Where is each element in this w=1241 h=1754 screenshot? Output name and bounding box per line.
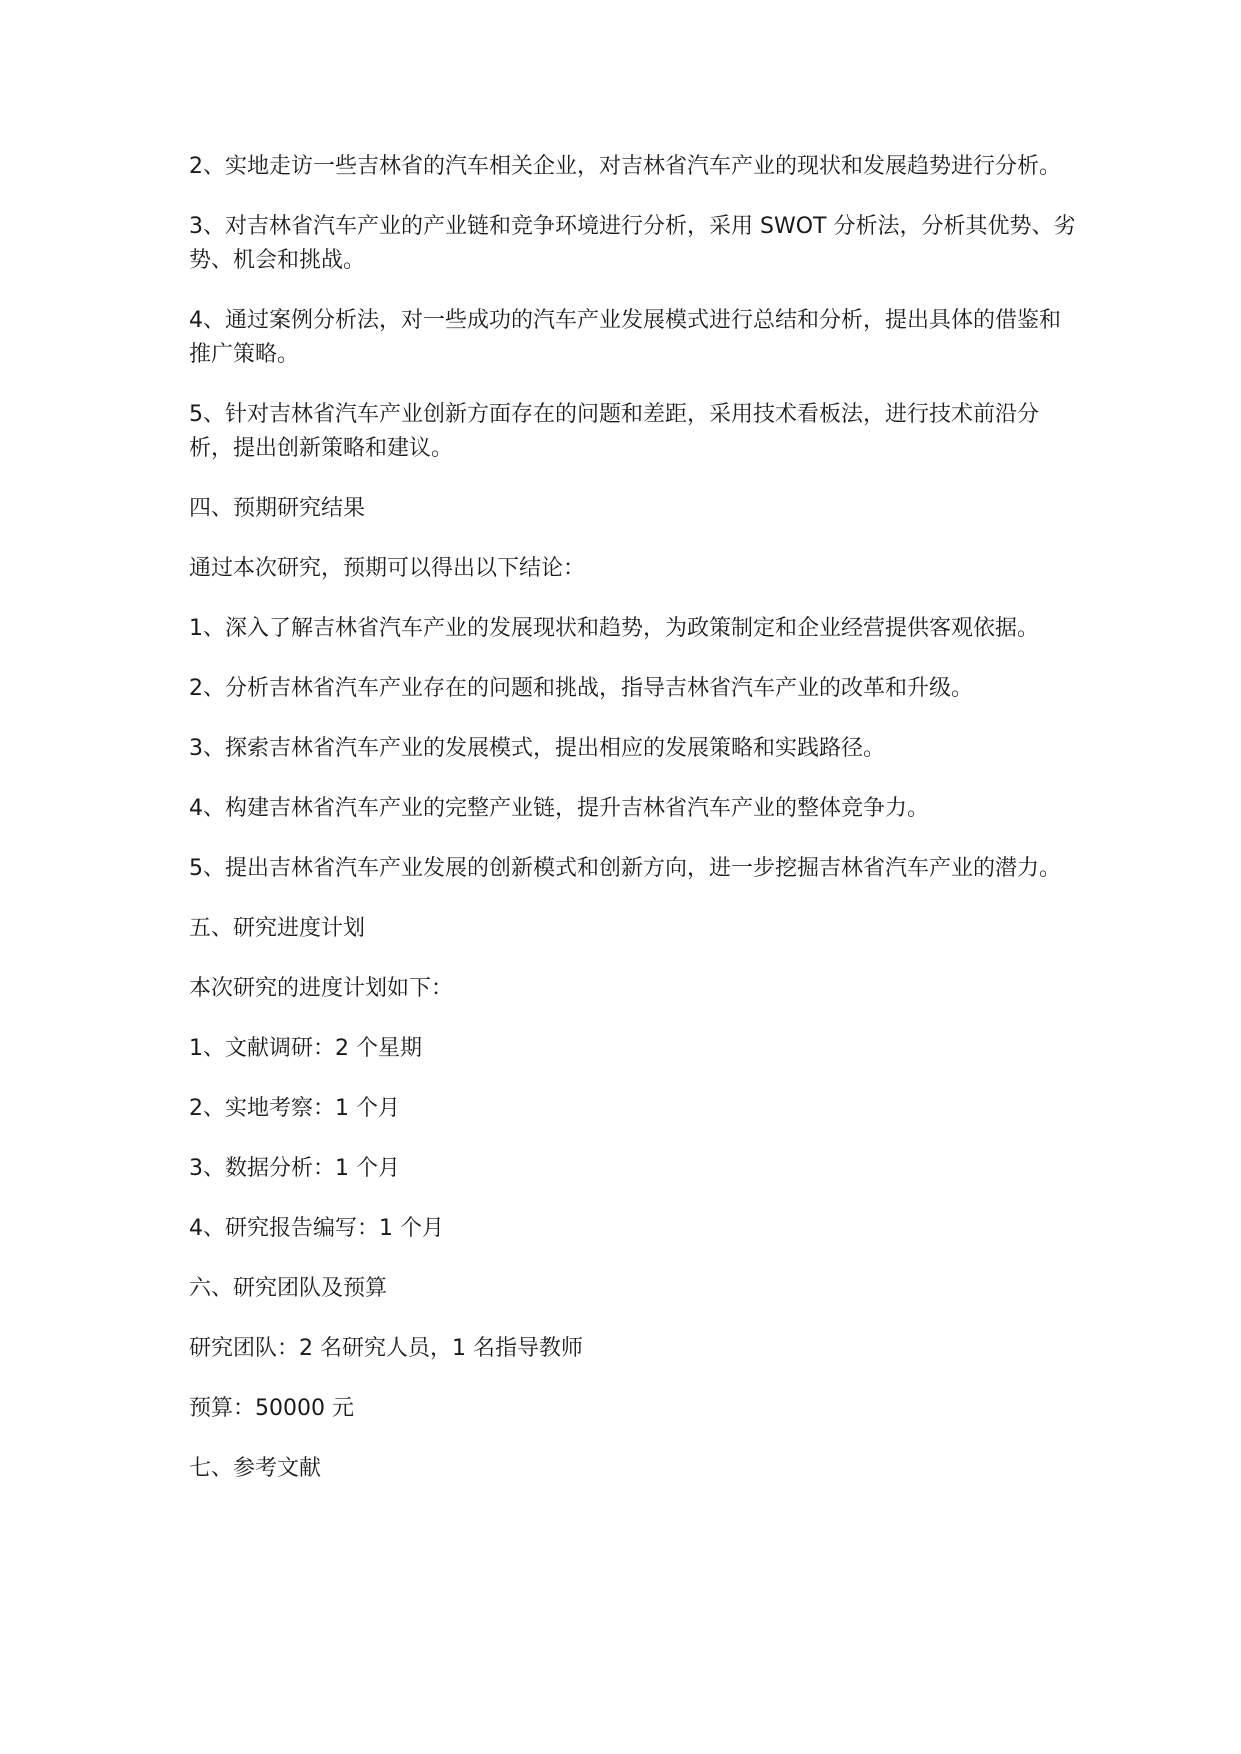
paragraph-method-4: 4、通过案例分析法，对一些成功的汽车产业发展模式进行总结和分析，提出具体的借鉴和推广策略。 xyxy=(189,308,1062,367)
paragraph-schedule-4: 4、研究报告编写：1 个月 xyxy=(189,1216,444,1241)
paragraph-schedule-2: 2、实地考察：1 个月 xyxy=(189,1096,400,1121)
paragraph-schedule-1: 1、文献调研：2 个星期 xyxy=(189,1036,422,1061)
paragraph-result-2: 2、分析吉林省汽车产业存在的问题和挑战，指导吉林省汽车产业的改革和升级。 xyxy=(189,676,973,701)
paragraph-method-3: 3、对吉林省汽车产业的产业链和竞争环境进行分析，采用 SWOT 分析法，分析其优势、劣势、机会和挑战。 xyxy=(189,214,1076,273)
paragraph-result-3: 3、探索吉林省汽车产业的发展模式，提出相应的发展策略和实践路径。 xyxy=(189,736,885,761)
paragraph-results-intro: 通过本次研究，预期可以得出以下结论： xyxy=(189,556,586,581)
paragraph-result-5: 5、提出吉林省汽车产业发展的创新模式和创新方向，进一步挖掘吉林省汽车产业的潜力。 xyxy=(189,856,1062,881)
paragraph-method-2: 2、实地走访一些吉林省的汽车相关企业，对吉林省汽车产业的现状和发展趋势进行分析。 xyxy=(189,154,1062,179)
section-heading-schedule: 五、研究进度计划 xyxy=(189,916,366,941)
paragraph-budget: 预算：50000 元 xyxy=(189,1396,354,1421)
paragraph-schedule-intro: 本次研究的进度计划如下： xyxy=(189,976,454,1001)
section-heading-team-budget: 六、研究团队及预算 xyxy=(189,1276,388,1301)
document-page xyxy=(189,150,1079,1512)
paragraph-schedule-3: 3、数据分析：1 个月 xyxy=(189,1156,400,1181)
section-heading-expected-results: 四、预期研究结果 xyxy=(189,496,366,521)
section-heading-references: 七、参考文献 xyxy=(189,1456,322,1481)
paragraph-result-4: 4、构建吉林省汽车产业的完整产业链，提升吉林省汽车产业的整体竞争力。 xyxy=(189,796,929,821)
paragraph-method-5: 5、针对吉林省汽车产业创新方面存在的问题和差距，采用技术看板法，进行技术前沿分析，提出创新策略和建议。 xyxy=(189,402,1039,461)
paragraph-result-1: 1、深入了解吉林省汽车产业的发展现状和趋势，为政策制定和企业经营提供客观依据。 xyxy=(189,616,1039,641)
paragraph-team: 研究团队：2 名研究人员，1 名指导教师 xyxy=(189,1336,583,1361)
